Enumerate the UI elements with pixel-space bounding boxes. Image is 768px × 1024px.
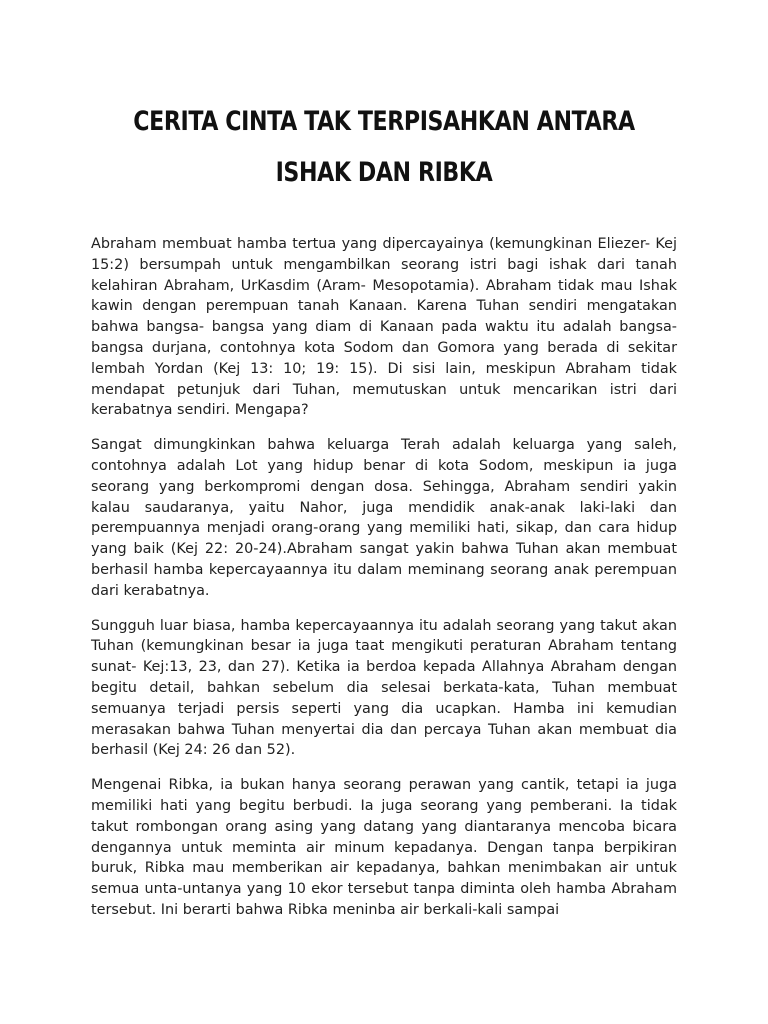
title-line-1: CERITA CINTA TAK TERPISAHKAN ANTARA xyxy=(133,106,635,137)
paragraph-1: Abraham membuat hamba tertua yang dipercayainya (kemungkinan Eliezer- Kej 15:2) bersumpah untuk mengambilkan seorang istri bagi ishak dari tanah kelahiran Abraham, UrKasdim (Aram- Mesopotamia). Abraham tidak mau Ishak kawin dengan perempuan tanah Kanaan. Karena Tuhan sendiri mengatakan bahwa bangsa- bangsa yang diam di Kanaan pada waktu itu adalah bangsa- bangsa durjana, contohnya kota Sodom dan Gomora yang berada di sekitar lembah Yordan (Kej 13: 10; 19: 15). Di sisi lain, meskipun Abraham tidak mendapat petunjuk dari Tuhan, memutuskan untuk mencarikan istri dari kerabatnya sendiri. Mengapa? xyxy=(91,236,677,419)
document-title xyxy=(118,96,649,198)
paragraph-4: Mengenai Ribka, ia bukan hanya seorang perawan yang cantik, tetapi ia juga memiliki hati yang begitu berbudi. Ia juga seorang yang pemberani. Ia tidak takut rombongan orang asing yang datang yang diantaranya mencoba bicara dengannya untuk meminta air minum kepadanya. Dengan tanpa berpikiran buruk, Ribka mau memberikan air kepadanya, bahkan menimbakan air untuk semua unta-untanya yang 10 ekor tersebut tanpa diminta oleh hamba Abraham tersebut. Ini berarti bahwa Ribka meninba air berkali-kali sampai xyxy=(91,777,677,918)
document-body xyxy=(91,234,677,921)
paragraph-2: Sangat dimungkinkan bahwa keluarga Terah adalah keluarga yang saleh, contohnya adalah Lot yang hidup benar di kota Sodom, meskipun ia juga seorang yang berkompromi dengan dosa. Sehingga, Abraham sendiri yakin kalau saudaranya, yaitu Nahor, juga mendidik anak-anak laki-laki dan perempuannya menjadi orang-orang yang memiliki hati, sikap, dan cara hidup yang baik (Kej 22: 20-24).Abraham sangat yakin bahwa Tuhan akan membuat berhasil hamba kepercayaannya itu dalam meminang seorang anak perempuan dari kerabatnya. xyxy=(91,437,677,599)
title-line-2: ISHAK DAN RIBKA xyxy=(275,157,493,188)
paragraph-3: Sungguh luar biasa, hamba kepercayaannya itu adalah seorang yang takut akan Tuhan (kemungkinan besar ia juga taat mengikuti peraturan Abraham tentang sunat- Kej:13, 23, dan 27). Ketika ia berdoa kepada Allahnya Abraham dengan begitu detail, bahkan sebelum dia selesai berkata-kata, Tuhan membuat semuanya terjadi persis seperti yang dia ucapkan. Hamba ini kemudian merasakan bahwa Tuhan menyertai dia dan percaya Tuhan akan membuat dia berhasil (Kej 24: 26 dan 52). xyxy=(91,617,677,759)
